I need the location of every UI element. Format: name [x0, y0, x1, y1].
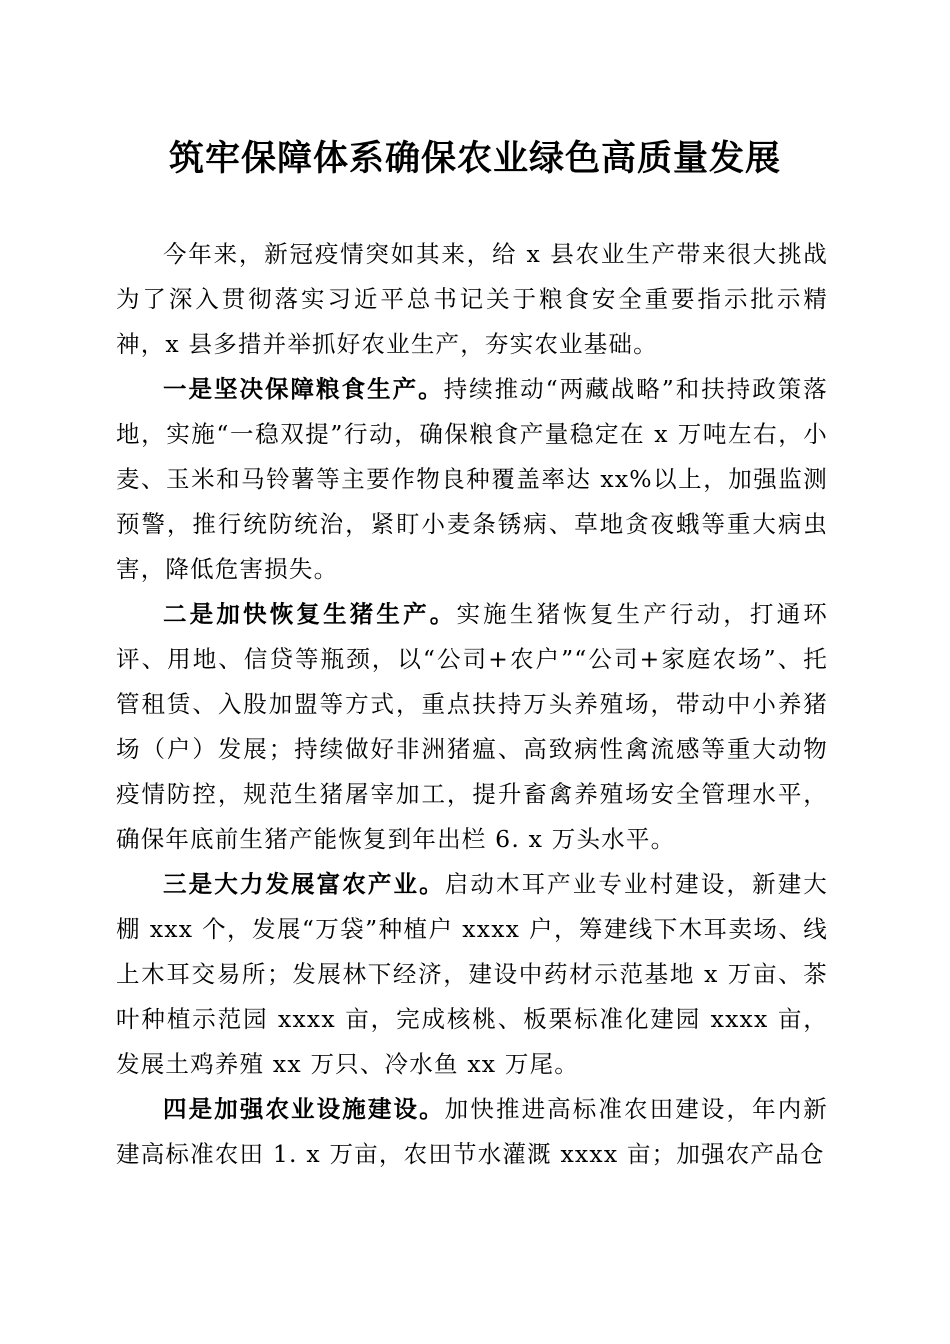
section-paragraph-3	[116, 862, 828, 1087]
section-heading-1: 一是坚决保障粮食生产。	[163, 375, 444, 403]
section-paragraph-4	[116, 1087, 828, 1177]
section-heading-4: 四是加强农业设施建设。	[163, 1095, 445, 1123]
section-text-1: 持续推动“两藏战略”和扶持政策落地，实施“一稳双提”行动，确保粮食产量稳定在 x 万吨左右，小麦、玉米和马铃薯等主要作物良种覆盖率达 xx%以上，加强监测预警，推行统防统治，紧盯小麦条锈病、草地贪夜蛾等重大病虫害，降低危害损失。	[116, 375, 829, 583]
section-heading-2: 二是加快恢复生猪生产。	[163, 600, 457, 628]
section-heading-3: 三是大力发展富农产业。	[163, 870, 445, 898]
section-text-4: 加快推进高标准农田建设，年内新建高标准农田 1. x 万亩，农田节水灌溉 xxxx 亩；加强农产品仓	[116, 1095, 829, 1168]
section-paragraph-2	[116, 592, 828, 862]
section-text-2: 实施生猪恢复生产行动，打通环评、用地、信贷等瓶颈，以“公司+农户”“公司+家庭农场”、托管租赁、入股加盟等方式，重点扶持万头养殖场，带动中小养猪场（户）发展；持续做好非洲猪瘟、高致病性禽流感等重大动物疫情防控，规范生猪屠宰加工，提升畜禽养殖场安全管理水平，确保年底前生猪产能恢复到年出栏 6. x 万头水平。	[116, 600, 828, 853]
document-body	[116, 232, 828, 1177]
intro-paragraph: 今年来，新冠疫情突如其来，给 x 县农业生产带来很大挑战为了深入贯彻落实习近平总书记关于粮食安全重要指示批示精神，x 县多措并举抓好农业生产，夯实农业基础。	[116, 240, 828, 358]
page-title: 筑牢保障体系确保农业绿色高质量发展	[168, 138, 781, 179]
section-text-3: 启动木耳产业专业村建设，新建大棚 xxx 个，发展“万袋”种植户 xxxx 户，筹建线下木耳卖场、线上木耳交易所；发展林下经济，建设中药材示范基地 x 万亩、茶叶种植示范园 xxxx 亩，完成核桃、板栗标准化建园 xxxx 亩，发展土鸡养殖 xx 万只、冷水鱼 xx 万尾。	[116, 870, 829, 1078]
section-paragraph-1	[116, 367, 828, 592]
